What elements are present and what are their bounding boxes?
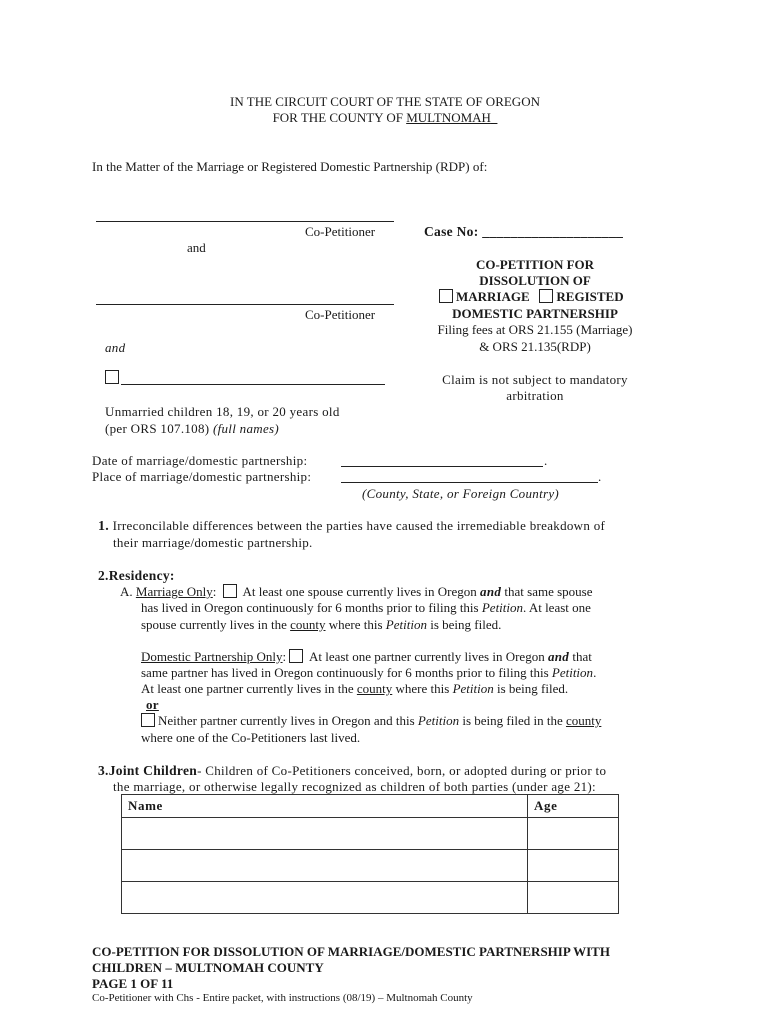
date-line[interactable] bbox=[341, 466, 543, 467]
column-age-header: Age bbox=[528, 795, 619, 818]
place-label: Place of marriage/domestic partnership: bbox=[92, 469, 312, 484]
or-text: or bbox=[146, 697, 159, 712]
section3-heading: 3.Joint Children bbox=[98, 763, 198, 778]
neither-line2: where one of the Co-Petitioners last lived. bbox=[141, 730, 361, 745]
children-name-line[interactable] bbox=[121, 384, 385, 385]
section3-line2: the marriage, or otherwise legally recognized as children of both parties (under age 21): bbox=[113, 779, 596, 794]
registered-option-label: REGISTED bbox=[556, 289, 624, 304]
marriage-only-line2: has lived in Oregon continuously for 6 months prior to filing this Petition. At least one bbox=[141, 600, 591, 615]
child-age-cell[interactable] bbox=[528, 818, 619, 850]
children-ors: (per ORS 107.108) bbox=[105, 421, 213, 436]
date-label: Date of marriage/domestic partnership: bbox=[92, 453, 308, 468]
marriage-only-line3: spouse currently lives in the county where this Petition is being filed. bbox=[141, 617, 502, 632]
footer-title-line2: CHILDREN – MULTNOMAH COUNTY bbox=[92, 960, 324, 975]
dp-only-line1: Domestic Partnership Only: At least one partner currently lives in Oregon and that bbox=[141, 649, 592, 664]
section1-line2: their marriage/domestic partnership. bbox=[113, 535, 313, 550]
dp-only-title: Domestic Partnership Only bbox=[141, 649, 283, 664]
and-text-2: and bbox=[105, 340, 126, 355]
section1-number: 1. bbox=[98, 519, 110, 534]
co-petitioner-1-name-line[interactable] bbox=[96, 221, 394, 222]
column-name-header: Name bbox=[122, 795, 528, 818]
matter-line: In the Matter of the Marriage or Registered Domestic Partnership (RDP) of: bbox=[92, 159, 488, 174]
form-title-line2: DISSOLUTION OF bbox=[479, 273, 591, 288]
children-checkbox[interactable] bbox=[105, 370, 122, 386]
fees-line2: & ORS 21.135(RDP) bbox=[479, 339, 591, 354]
child-name-cell[interactable] bbox=[122, 850, 528, 882]
form-title-options bbox=[439, 289, 624, 305]
section3-line1: 3.Joint Children- Children of Co-Petitioners conceived, born, or adopted during or prior to bbox=[98, 763, 607, 778]
child-name-cell[interactable] bbox=[122, 882, 528, 914]
co-petitioner-1-label: Co-Petitioner bbox=[305, 224, 376, 239]
neither-checkbox[interactable] bbox=[141, 713, 155, 727]
dp-residency-checkbox[interactable] bbox=[289, 649, 303, 663]
county-prefix: FOR THE COUNTY OF bbox=[272, 110, 407, 125]
form-title-line4: DOMESTIC PARTNERSHIP bbox=[452, 306, 618, 321]
marriage-residency-checkbox[interactable] bbox=[223, 584, 237, 598]
marriage-option-label: MARRIAGE bbox=[456, 289, 530, 304]
children-table bbox=[121, 794, 619, 914]
child-age-cell[interactable] bbox=[528, 882, 619, 914]
footer-title-line1: CO-PETITION FOR DISSOLUTION OF MARRIAGE/DOMESTIC PARTNERSHIP WITH bbox=[92, 944, 610, 959]
court-title-line2 bbox=[0, 110, 770, 126]
dp-only-line3: At least one partner currently lives in the county where this Petition is being filed. bbox=[141, 681, 569, 696]
registered-checkbox[interactable] bbox=[539, 289, 553, 303]
and-text-1: and bbox=[187, 240, 206, 255]
county-name: MULTNOMAH bbox=[406, 110, 491, 125]
section2-heading: 2.Residency: bbox=[98, 568, 175, 583]
co-petitioner-2-name-line[interactable] bbox=[96, 304, 394, 305]
marriage-only-line1: A. Marriage Only: At least one spouse currently lives in Oregon and that same spouse bbox=[120, 584, 593, 599]
place-line[interactable] bbox=[341, 482, 598, 483]
fees-line1: Filing fees at ORS 21.155 (Marriage) bbox=[437, 322, 633, 337]
neither-line1: Neither partner currently lives in Oregon and this Petition is being filed in the county bbox=[141, 713, 601, 729]
place-hint: (County, State, or Foreign Country) bbox=[362, 486, 560, 501]
children-label-line1: Unmarried children 18, 19, or 20 years old bbox=[105, 404, 340, 419]
children-label-line2 bbox=[105, 421, 279, 437]
dp-only-line2: same partner has lived in Oregon continuously for 6 months prior to filing this Petition. bbox=[141, 665, 597, 680]
claim-line1: Claim is not subject to mandatory bbox=[442, 372, 628, 387]
marriage-only-title: Marriage Only bbox=[135, 584, 213, 599]
footer-page-number: PAGE 1 OF 11 bbox=[92, 976, 174, 991]
table-row bbox=[122, 850, 619, 882]
claim-line2: arbitration bbox=[506, 388, 564, 403]
section1-text: Irreconcilable differences between the parties have caused the irremediable breakdown of bbox=[112, 518, 606, 533]
section1-line1 bbox=[98, 518, 605, 535]
child-name-cell[interactable] bbox=[122, 818, 528, 850]
children-full-names: (full names) bbox=[212, 421, 280, 436]
co-petitioner-2-label: Co-Petitioner bbox=[305, 307, 376, 322]
table-header-row bbox=[122, 795, 619, 818]
case-no-field[interactable]: Case No: ____________________ bbox=[424, 224, 624, 239]
child-age-cell[interactable] bbox=[528, 850, 619, 882]
form-title-line1: CO-PETITION FOR bbox=[475, 257, 595, 272]
footer-note: Co-Petitioner with Chs - Entire packet, with instructions (08/19) – Multnomah County bbox=[92, 992, 473, 1004]
court-title-line1: IN THE CIRCUIT COURT OF THE STATE OF OREGON bbox=[230, 94, 540, 109]
marriage-checkbox[interactable] bbox=[439, 289, 453, 303]
table-row bbox=[122, 882, 619, 914]
table-row bbox=[122, 818, 619, 850]
